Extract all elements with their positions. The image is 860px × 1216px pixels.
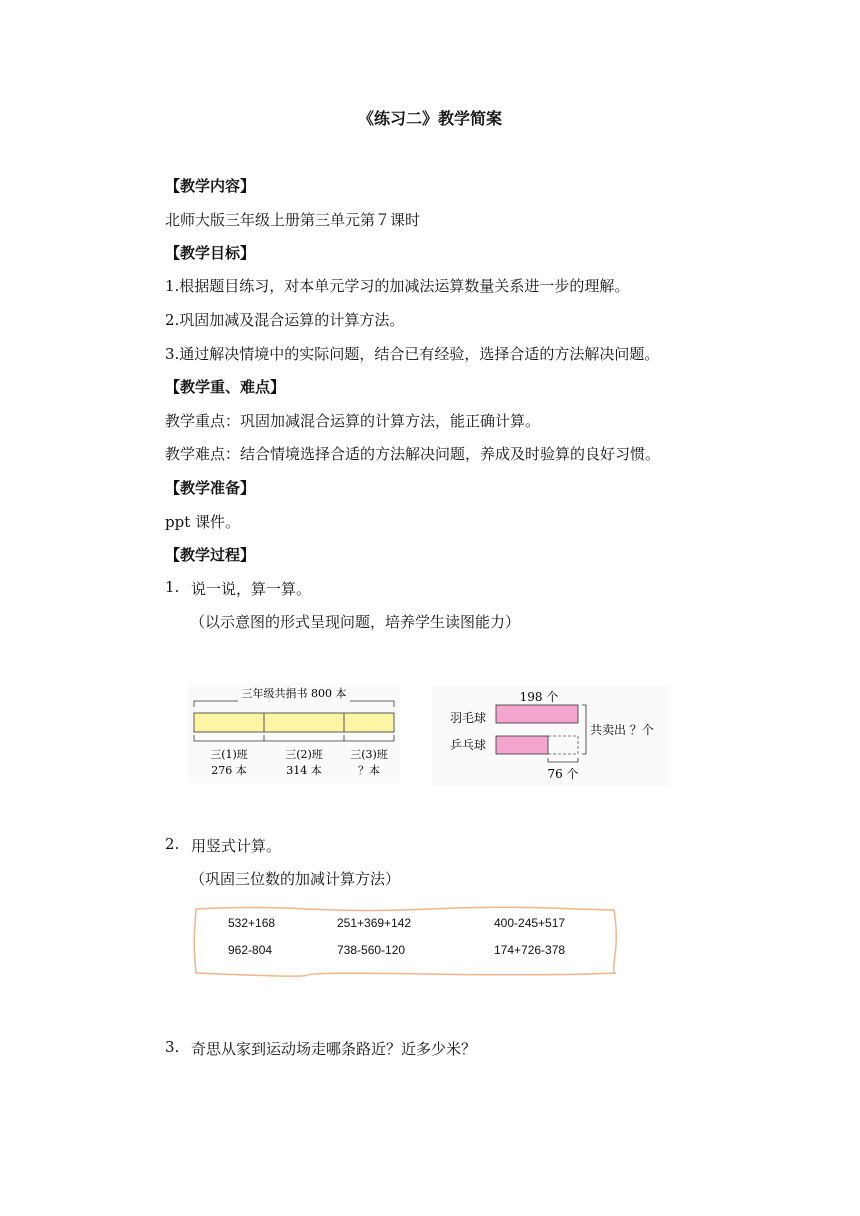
calculation-box [188, 905, 620, 977]
pingpong-bar [496, 736, 548, 754]
calc-expression: 738-560-120 [337, 943, 406, 957]
goal-item: 1.根据题目练习，对本单元学习的加减法运算数量关系进一步的理解。 [165, 277, 630, 295]
step-number: 2. [165, 835, 180, 853]
calc-expression: 251+369+142 [337, 916, 412, 930]
row-label-badminton: 羽毛球 [450, 711, 487, 725]
section-header-process: 【教学过程】 [165, 546, 256, 564]
step-text: 用竖式计算。 [191, 837, 282, 855]
section-header-prep: 【教学准备】 [165, 479, 256, 497]
content-text: 北师大版三年级上册第三单元第７课时 [165, 211, 421, 229]
section-header-content: 【教学内容】 [165, 177, 256, 195]
step-text: 说一说，算一算。 [191, 580, 312, 598]
total-label: 三年级共捐书 800 本 [241, 687, 347, 700]
calc-expression: 962-804 [228, 943, 273, 957]
prep-text: ppt 课件。 [165, 513, 241, 531]
class-value: ？本 [358, 764, 380, 777]
class-value: 314 本 [286, 764, 322, 777]
top-value: 198 个 [519, 690, 559, 704]
goal-item: 2.巩固加减及混合运算的计算方法。 [165, 311, 405, 329]
section-header-goals: 【教学目标】 [165, 244, 256, 262]
total-bar [194, 713, 394, 732]
balls-sold-diagram [432, 686, 670, 786]
goal-item: 3.通过解决情境中的实际问题，结合已有经验，选择合适的方法解决问题。 [165, 345, 660, 363]
section-header-key: 【教学重、难点】 [165, 378, 286, 396]
difficult-point: 教学难点：结合情境选择合适的方法解决问题，养成及时验算的良好习惯。 [165, 445, 661, 463]
diff-value: 76 个 [547, 767, 579, 781]
class-name: 三(3)班 [350, 748, 388, 761]
step-number: 3. [165, 1038, 180, 1056]
step-text: 奇思从家到运动场走哪条路近？近多少米？ [191, 1040, 477, 1058]
class-value: 276 本 [211, 764, 247, 777]
calc-expression: 532+168 [228, 916, 276, 930]
key-point: 教学重点：巩固加减混合运算的计算方法，能正确计算。 [165, 412, 541, 430]
book-donation-diagram [188, 683, 400, 783]
sold-label: 共卖出 ？个 [590, 723, 654, 737]
calc-expression: 400-245+517 [494, 916, 566, 930]
step-number: 1. [165, 578, 180, 596]
step-note: （巩固三位数的加减计算方法） [190, 870, 401, 888]
row-label-pingpong: 乒乓球 [450, 738, 487, 752]
page-title: 《练习二》教学简案 [357, 109, 502, 128]
class-name: 三(2)班 [285, 748, 323, 761]
calc-expression: 174+726-378 [494, 943, 566, 957]
step-note: （以示意图的形式呈现问题，培养学生读图能力） [190, 613, 521, 631]
class-name: 三(1)班 [210, 748, 248, 761]
badminton-bar [496, 705, 578, 723]
